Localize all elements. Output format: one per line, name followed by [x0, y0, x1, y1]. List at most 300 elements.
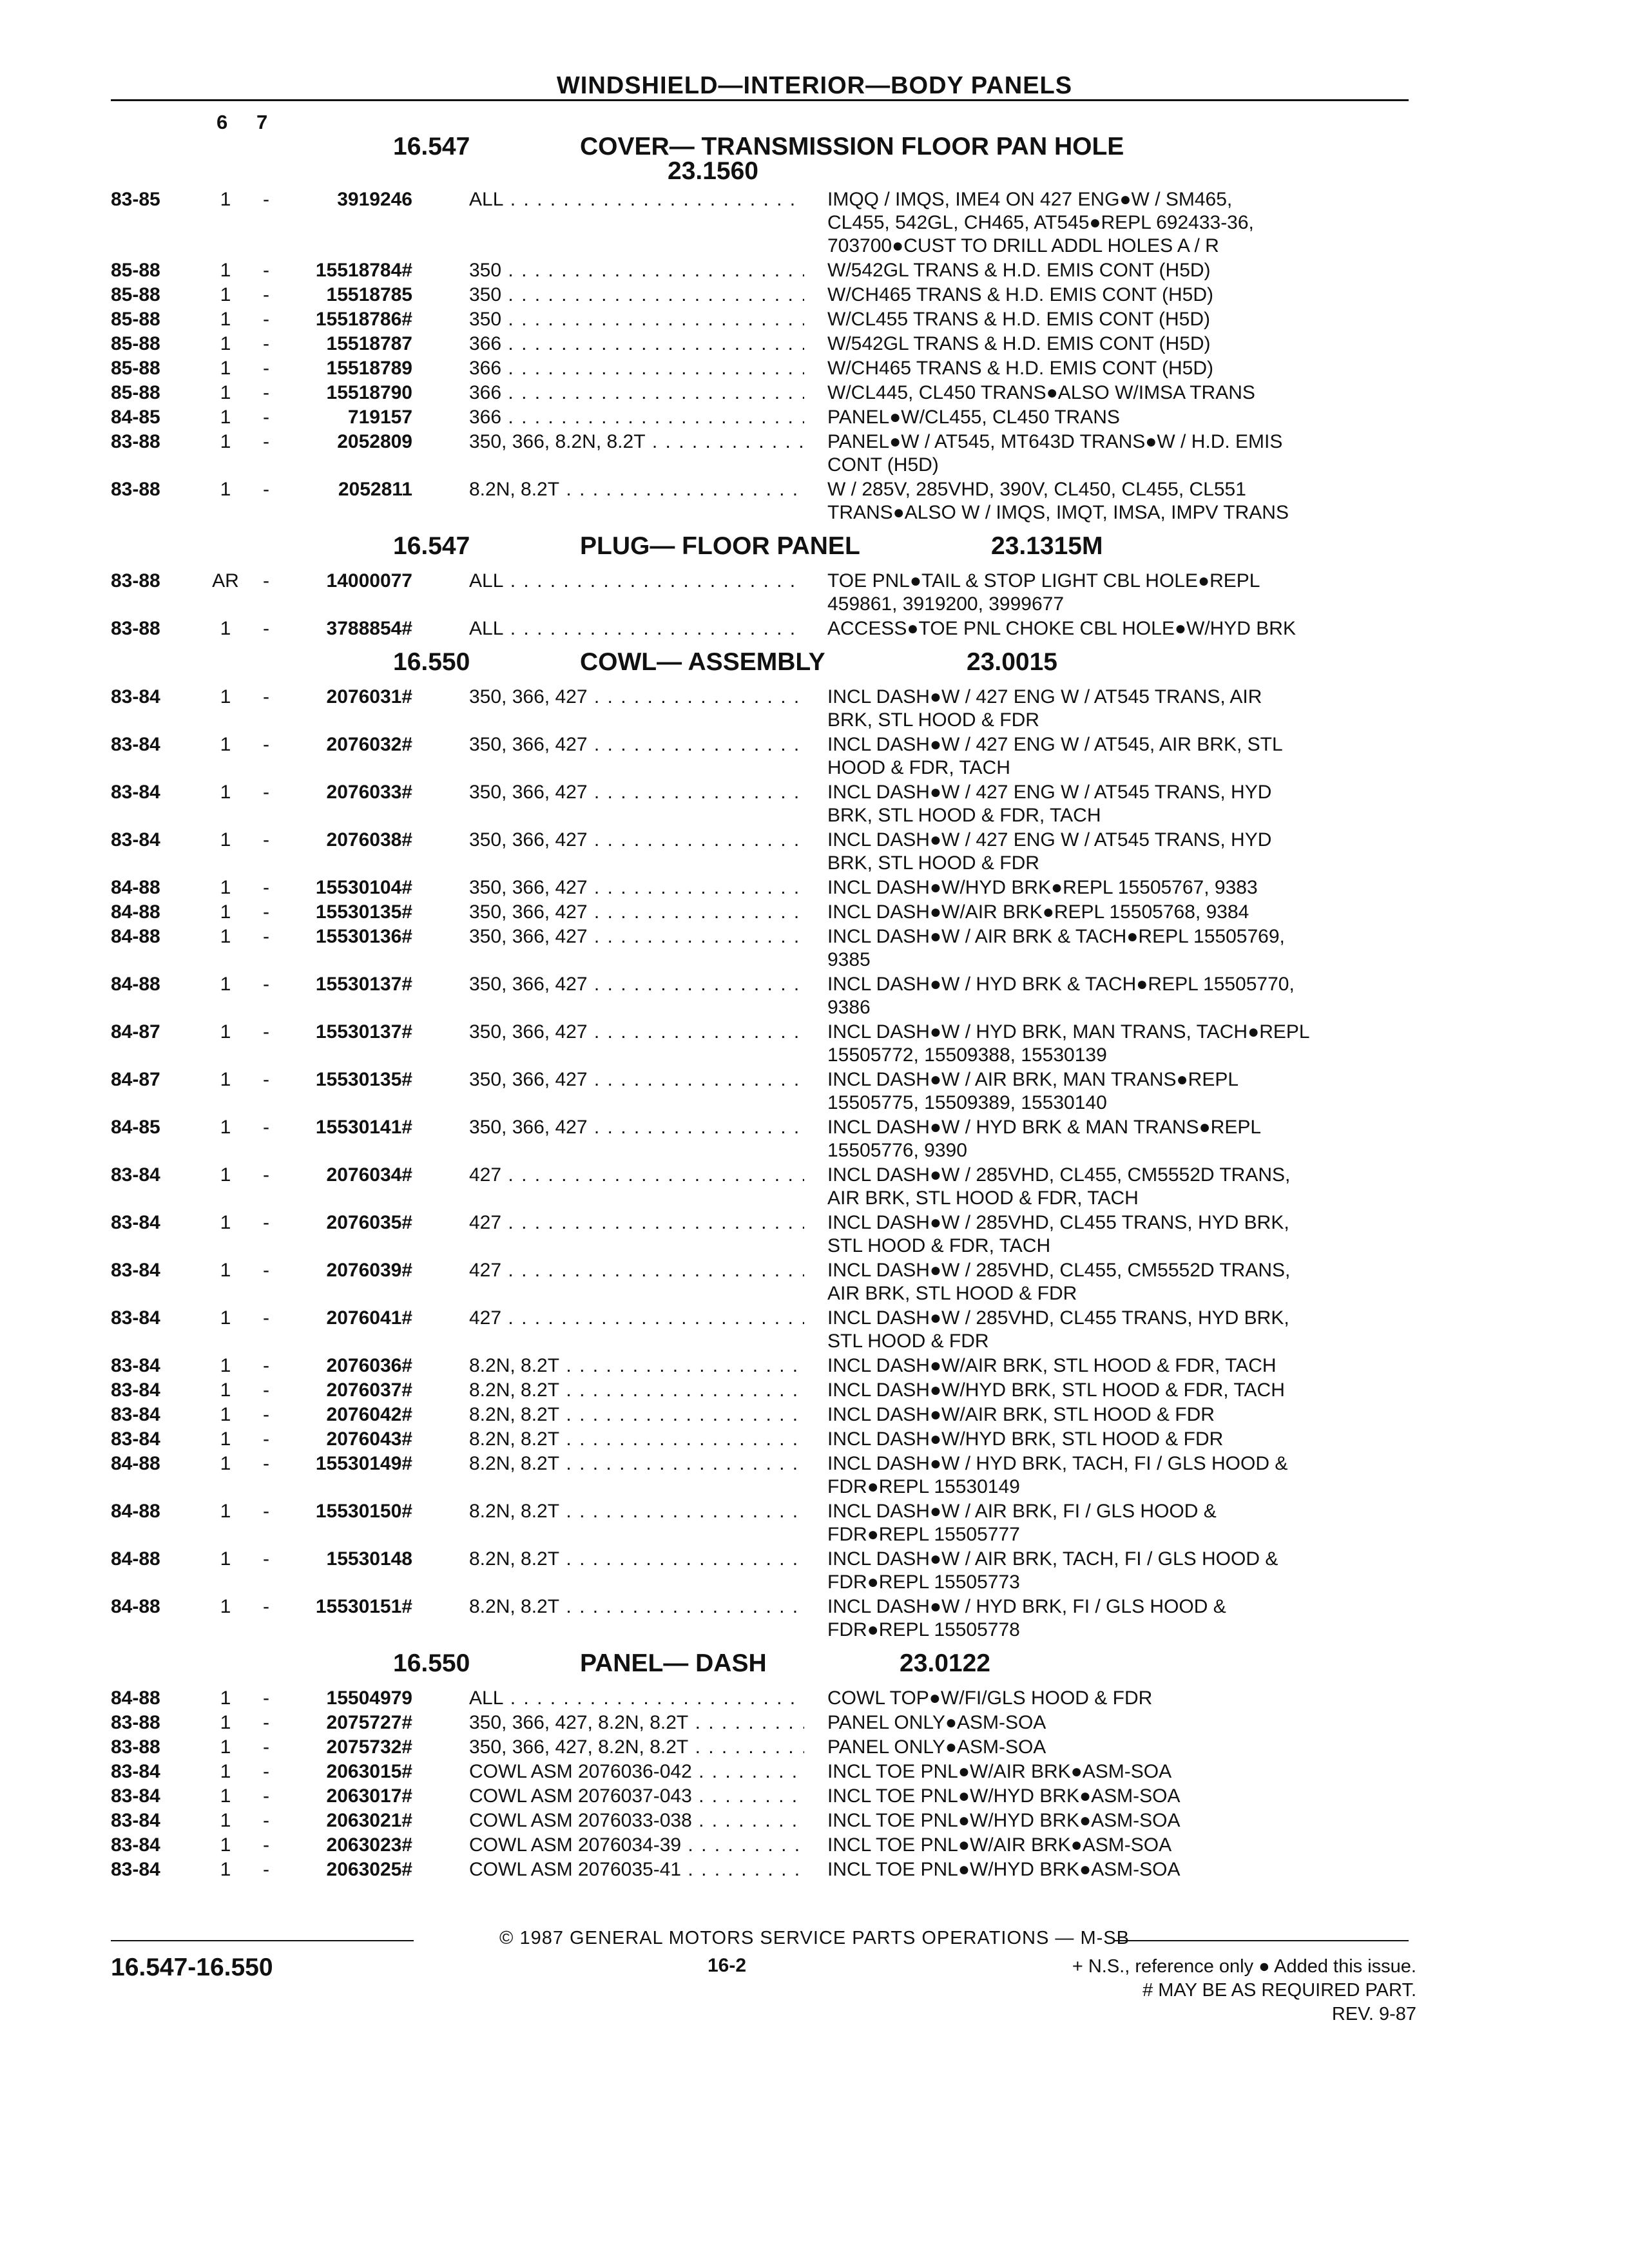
part-row — [0, 617, 1629, 640]
part-number: 2076033# — [326, 782, 412, 803]
part-description: W/CL455 TRANS & H.D. EMIS CONT (H5D) — [827, 309, 1210, 330]
quantity: 1 — [220, 309, 231, 330]
model-years: 85-88 — [111, 333, 160, 354]
section-heading — [0, 1643, 1629, 1687]
column-dash: - — [263, 1428, 269, 1450]
engine-application: 8.2N, 8.2T . . . — [469, 1500, 804, 1523]
part-number: 2076042# — [326, 1404, 412, 1425]
part-row — [0, 1259, 1629, 1305]
quantity: 1 — [220, 1736, 231, 1758]
part-number: 2063017# — [326, 1785, 412, 1807]
column-dash: - — [263, 1761, 269, 1782]
part-row — [0, 1116, 1629, 1162]
model-years: 83-84 — [111, 1355, 160, 1376]
column-dash: - — [263, 877, 269, 898]
quantity: 1 — [220, 1355, 231, 1376]
quantity: 1 — [220, 974, 231, 995]
footer-page-number: 16-2 — [708, 1955, 747, 1976]
model-years: 83-88 — [111, 431, 160, 452]
column-dash: - — [263, 431, 269, 452]
column-dash: - — [263, 284, 269, 305]
part-description: INCL TOE PNL●W/AIR BRK●ASM-SOA — [827, 1761, 1172, 1782]
part-row — [0, 284, 1629, 307]
model-years: 83-84 — [111, 1428, 160, 1450]
part-number: 15518790 — [326, 382, 412, 403]
part-number: 2076043# — [326, 1428, 412, 1450]
part-row — [0, 1785, 1629, 1808]
part-number: 2063023# — [326, 1834, 412, 1856]
quantity: 1 — [220, 1712, 231, 1733]
part-row — [0, 1858, 1629, 1881]
part-row — [0, 1736, 1629, 1759]
column-dash: - — [263, 382, 269, 403]
part-number: 3788854# — [326, 618, 412, 639]
column-dash: - — [263, 1260, 269, 1281]
part-description: COWL TOP●W/FI/GLS HOOD & FDR — [827, 1687, 1153, 1709]
engine-application: COWL ASM 2076036-042 . . . — [469, 1760, 804, 1783]
engine-application: 350, 366, 427 . . . — [469, 1068, 804, 1091]
model-years: 83-84 — [111, 1834, 160, 1856]
engine-application: 366 . . . — [469, 332, 804, 356]
engine-application: 366 . . . — [469, 357, 804, 380]
model-years: 83-84 — [111, 1761, 160, 1782]
column-dash: - — [263, 1596, 269, 1617]
column-dash: - — [263, 1687, 269, 1709]
footer-group-range: 16.547-16.550 — [111, 1954, 273, 1981]
part-row — [0, 308, 1629, 331]
engine-application: 366 . . . — [469, 406, 804, 429]
part-row — [0, 430, 1629, 477]
part-description: TOE PNL●TAIL & STOP LIGHT CBL HOLE●REPL 459861, 3919200, 3999677 — [827, 570, 1260, 615]
part-description: INCL DASH●W/HYD BRK, STL HOOD & FDR — [827, 1428, 1224, 1450]
quantity: 1 — [220, 618, 231, 639]
section-code: 23.0015 — [967, 648, 1057, 676]
quantity: 1 — [220, 431, 231, 452]
part-number: 3919246 — [337, 189, 412, 210]
column-dash: - — [263, 974, 269, 995]
engine-application: 350, 366, 427 . . . — [469, 686, 804, 709]
engine-application: ALL . . . — [469, 617, 804, 640]
part-description: INCL TOE PNL●W/HYD BRK●ASM-SOA — [827, 1859, 1181, 1880]
model-years: 83-88 — [111, 1736, 160, 1758]
part-description: INCL DASH●W / HYD BRK, MAN TRANS, TACH●REPL 15505772, 15509388, 15530139 — [827, 1021, 1310, 1066]
page-title: WINDSHIELD—INTERIOR—BODY PANELS — [556, 72, 1073, 99]
part-description: INCL DASH●W / 427 ENG W / AT545 TRANS, HYD BRK, STL HOOD & FDR, TACH — [827, 782, 1272, 826]
quantity: 1 — [220, 1548, 231, 1570]
quantity: 1 — [220, 333, 231, 354]
column-dash: - — [263, 618, 269, 639]
part-description: INCL TOE PNL●W/HYD BRK●ASM-SOA — [827, 1810, 1181, 1831]
footer-copyright: © 1987 GENERAL MOTORS SERVICE PARTS OPERATIONS — M-SB — [499, 1928, 1130, 1948]
part-row — [0, 1834, 1629, 1857]
engine-application: 8.2N, 8.2T . . . — [469, 1548, 804, 1571]
column-dash: - — [263, 1810, 269, 1831]
quantity: 1 — [220, 1453, 231, 1474]
column-dash: - — [263, 1859, 269, 1880]
section-group-number: 16.550 — [393, 648, 470, 676]
part-number: 2052809 — [337, 431, 412, 452]
quantity: 1 — [220, 1810, 231, 1831]
part-number: 15530148 — [326, 1548, 412, 1570]
column-dash: - — [263, 1736, 269, 1758]
section-group-number: 16.547 — [393, 532, 470, 560]
section-part-name: COVER— TRANSMISSION FLOOR PAN HOLE — [580, 133, 1124, 160]
part-row — [0, 332, 1629, 356]
section-part-name: COWL— ASSEMBLY — [580, 648, 825, 676]
part-number: 15530151# — [315, 1596, 412, 1617]
part-number: 15518786# — [315, 309, 412, 330]
model-years: 83-84 — [111, 1404, 160, 1425]
model-years: 85-88 — [111, 382, 160, 403]
part-row — [0, 1760, 1629, 1783]
quantity: 1 — [220, 1859, 231, 1880]
quantity: 1 — [220, 926, 231, 947]
part-row — [0, 1354, 1629, 1378]
column-dash: - — [263, 686, 269, 707]
part-row — [0, 188, 1629, 258]
part-description: INCL DASH●W / AIR BRK, MAN TRANS●REPL 15505775, 15509389, 15530140 — [827, 1069, 1239, 1113]
footer-legend — [1072, 1955, 1416, 2026]
column-dash: - — [263, 1117, 269, 1138]
part-number: 2076035# — [326, 1212, 412, 1233]
engine-application: 350, 366, 427 . . . — [469, 973, 804, 996]
part-description: INCL DASH●W / AIR BRK, TACH, FI / GLS HOOD & FDR●REPL 15505773 — [827, 1548, 1278, 1593]
quantity: 1 — [220, 877, 231, 898]
model-years: 84-88 — [111, 1453, 160, 1474]
part-number: 2075732# — [326, 1736, 412, 1758]
model-years: 84-85 — [111, 1117, 160, 1138]
part-row — [0, 1307, 1629, 1353]
engine-application: COWL ASM 2076037-043 . . . — [469, 1785, 804, 1808]
column-dash: - — [263, 1021, 269, 1043]
column-dash: - — [263, 1785, 269, 1807]
quantity: AR — [212, 570, 239, 591]
part-description: INCL DASH●W/AIR BRK, STL HOOD & FDR, TACH — [827, 1355, 1277, 1376]
quantity: 1 — [220, 407, 231, 428]
quantity: 1 — [220, 1501, 231, 1522]
engine-application: 350, 366, 427, 8.2N, 8.2T . . . — [469, 1711, 804, 1735]
part-row — [0, 1452, 1629, 1499]
part-number: 2063025# — [326, 1859, 412, 1880]
column-dash: - — [263, 829, 269, 850]
part-number: 15530135# — [315, 1069, 412, 1090]
engine-application: 8.2N, 8.2T . . . — [469, 1354, 804, 1378]
column-number-6: 6 — [217, 111, 228, 133]
column-dash: - — [263, 782, 269, 803]
part-number: 2076039# — [326, 1260, 412, 1281]
engine-application: 8.2N, 8.2T . . . — [469, 1428, 804, 1451]
part-description: INCL DASH●W/HYD BRK, STL HOOD & FDR, TACH — [827, 1379, 1285, 1401]
part-number: 15518787 — [326, 333, 412, 354]
model-years: 84-87 — [111, 1069, 160, 1090]
model-years: 83-88 — [111, 1712, 160, 1733]
part-number: 15530135# — [315, 901, 412, 923]
model-years: 83-84 — [111, 1859, 160, 1880]
part-description: INCL DASH●W / 285VHD, CL455 TRANS, HYD BRK, STL HOOD & FDR, TACH — [827, 1212, 1289, 1256]
model-years: 83-84 — [111, 1212, 160, 1233]
engine-application: 8.2N, 8.2T . . . — [469, 1403, 804, 1427]
part-description: INCL DASH●W / HYD BRK & MAN TRANS●REPL 15505776, 9390 — [827, 1117, 1262, 1161]
quantity: 1 — [220, 686, 231, 707]
part-row — [0, 406, 1629, 429]
quantity: 1 — [220, 1307, 231, 1329]
section-code: 23.0122 — [900, 1649, 990, 1677]
part-row — [0, 686, 1629, 732]
model-years: 84-85 — [111, 407, 160, 428]
engine-application: ALL . . . — [469, 570, 804, 593]
quantity: 1 — [220, 358, 231, 379]
engine-application: 350 . . . — [469, 284, 804, 307]
column-dash: - — [263, 1404, 269, 1425]
part-number: 2063015# — [326, 1761, 412, 1782]
part-description: INCL DASH●W/HYD BRK●REPL 15505767, 9383 — [827, 877, 1258, 898]
engine-application: 350, 366, 427 . . . — [469, 781, 804, 804]
quantity: 1 — [220, 782, 231, 803]
parts-list — [0, 126, 1629, 1883]
part-number: 2076037# — [326, 1379, 412, 1401]
column-dash: - — [263, 1164, 269, 1186]
part-row — [0, 829, 1629, 875]
part-description: W/CH465 TRANS & H.D. EMIS CONT (H5D) — [827, 358, 1213, 379]
model-years: 85-88 — [111, 358, 160, 379]
engine-application: 350 . . . — [469, 259, 804, 282]
model-years: 84-88 — [111, 877, 160, 898]
section-group-number: 16.547 — [393, 133, 470, 160]
model-years: 83-84 — [111, 829, 160, 850]
engine-application: 8.2N, 8.2T . . . — [469, 1379, 804, 1402]
part-row — [0, 876, 1629, 899]
part-description: INCL DASH●W / 427 ENG W / AT545 TRANS, AIR BRK, STL HOOD & FDR — [827, 686, 1262, 731]
part-number: 2075727# — [326, 1712, 412, 1733]
quantity: 1 — [220, 1069, 231, 1090]
part-description: INCL DASH●W / 427 ENG W / AT545, AIR BRK, STL HOOD & FDR, TACH — [827, 734, 1283, 778]
model-years: 83-84 — [111, 1785, 160, 1807]
part-description: INCL DASH●W / HYD BRK, FI / GLS HOOD & FDR●REPL 15505778 — [827, 1596, 1226, 1640]
part-row — [0, 478, 1629, 524]
part-description: W/CL445, CL450 TRANS●ALSO W/IMSA TRANS — [827, 382, 1255, 403]
column-dash: - — [263, 309, 269, 330]
quantity: 1 — [220, 734, 231, 755]
part-number: 15504979 — [326, 1687, 412, 1709]
part-description: INCL DASH●W / HYD BRK, TACH, FI / GLS HOOD & FDR●REPL 15530149 — [827, 1453, 1288, 1497]
engine-application: 350 . . . — [469, 308, 804, 331]
footer-note-as-required: # MAY BE AS REQUIRED PART. — [1142, 1980, 1416, 2001]
column-dash: - — [263, 1212, 269, 1233]
column-dash: - — [263, 358, 269, 379]
part-number: 2076031# — [326, 686, 412, 707]
part-row — [0, 1211, 1629, 1258]
model-years: 83-84 — [111, 782, 160, 803]
quantity: 1 — [220, 1164, 231, 1186]
engine-application: COWL ASM 2076033-038 . . . — [469, 1809, 804, 1832]
section-heading — [0, 642, 1629, 686]
engine-application: 350, 366, 427 . . . — [469, 925, 804, 948]
quantity: 1 — [220, 1761, 231, 1782]
model-years: 85-88 — [111, 260, 160, 281]
section-part-name: PLUG— FLOOR PANEL — [580, 532, 860, 560]
column-dash: - — [263, 1355, 269, 1376]
quantity: 1 — [220, 260, 231, 281]
part-description: PANEL ONLY●ASM-SOA — [827, 1712, 1046, 1733]
part-number: 15530137# — [315, 974, 412, 995]
part-description: INCL DASH●W / 285VHD, CL455, CM5552D TRANS, AIR BRK, STL HOOD & FDR, TACH — [827, 1164, 1291, 1209]
part-description: INCL TOE PNL●W/HYD BRK●ASM-SOA — [827, 1785, 1181, 1807]
column-dash: - — [263, 260, 269, 281]
part-row — [0, 1595, 1629, 1642]
part-number: 15530150# — [315, 1501, 412, 1522]
footer-note-revision: REV. 9-87 — [1331, 2004, 1416, 2024]
quantity: 1 — [220, 479, 231, 500]
model-years: 84-88 — [111, 1687, 160, 1709]
model-years: 83-88 — [111, 618, 160, 639]
engine-application: COWL ASM 2076035-41 . . . — [469, 1858, 804, 1881]
quantity: 1 — [220, 901, 231, 923]
column-number-7: 7 — [256, 111, 268, 133]
part-number: 2063021# — [326, 1810, 412, 1831]
part-number: 2076034# — [326, 1164, 412, 1186]
model-years: 83-84 — [111, 1307, 160, 1329]
part-row — [0, 1068, 1629, 1115]
part-number: 15530136# — [315, 926, 412, 947]
engine-application: 8.2N, 8.2T . . . — [469, 1595, 804, 1619]
quantity: 1 — [220, 189, 231, 210]
model-years: 85-88 — [111, 309, 160, 330]
section-heading — [0, 526, 1629, 570]
part-description: INCL TOE PNL●W/AIR BRK●ASM-SOA — [827, 1834, 1172, 1856]
engine-application: 427 . . . — [469, 1259, 804, 1282]
part-description: W/CH465 TRANS & H.D. EMIS CONT (H5D) — [827, 284, 1213, 305]
part-row — [0, 357, 1629, 380]
model-years: 83-84 — [111, 1260, 160, 1281]
part-row — [0, 259, 1629, 282]
engine-application: 427 . . . — [469, 1307, 804, 1330]
part-number: 719157 — [347, 407, 412, 428]
column-dash: - — [263, 333, 269, 354]
part-row — [0, 1379, 1629, 1402]
part-description: PANEL●W / AT545, MT643D TRANS●W / H.D. EMIS CONT (H5D) — [827, 431, 1283, 476]
section-code: 23.1560 — [668, 157, 758, 185]
part-description: INCL DASH●W / 285VHD, CL455, CM5552D TRANS, AIR BRK, STL HOOD & FDR — [827, 1260, 1291, 1304]
part-row — [0, 733, 1629, 780]
model-years: 84-88 — [111, 1596, 160, 1617]
model-years: 85-88 — [111, 284, 160, 305]
quantity: 1 — [220, 1260, 231, 1281]
quantity: 1 — [220, 1117, 231, 1138]
column-dash: - — [263, 570, 269, 591]
part-row — [0, 1548, 1629, 1594]
engine-application: ALL . . . — [469, 188, 804, 211]
engine-application: ALL . . . — [469, 1687, 804, 1710]
model-years: 84-88 — [111, 974, 160, 995]
engine-application: 350, 366, 427 . . . — [469, 876, 804, 899]
model-years: 83-84 — [111, 1379, 160, 1401]
part-description: INCL DASH●W/AIR BRK●REPL 15505768, 9384 — [827, 901, 1249, 923]
part-number: 15530141# — [315, 1117, 412, 1138]
part-row — [0, 1809, 1629, 1832]
section-code: 23.1315M — [991, 532, 1103, 560]
quantity: 1 — [220, 1834, 231, 1856]
quantity: 1 — [220, 382, 231, 403]
model-years: 83-85 — [111, 189, 160, 210]
part-row — [0, 1021, 1629, 1067]
part-description: W / 285V, 285VHD, 390V, CL450, CL455, CL551 TRANS●ALSO W / IMQS, IMQT, IMSA, IMPV TRANS — [827, 479, 1289, 523]
part-row — [0, 1711, 1629, 1735]
engine-application: 350, 366, 427 . . . — [469, 829, 804, 852]
model-years: 83-88 — [111, 570, 160, 591]
engine-application: 350, 366, 8.2N, 8.2T . . . — [469, 430, 804, 454]
footer-note-reference: + N.S., reference only ● Added this issue. — [1072, 1956, 1416, 1977]
column-dash: - — [263, 1712, 269, 1733]
part-number: 2076041# — [326, 1307, 412, 1329]
part-description: PANEL ONLY●ASM-SOA — [827, 1736, 1046, 1758]
part-row — [0, 1428, 1629, 1451]
quantity: 1 — [220, 284, 231, 305]
part-description: INCL DASH●W / AIR BRK, FI / GLS HOOD & FDR●REPL 15505777 — [827, 1501, 1217, 1545]
header-rule — [111, 99, 1409, 101]
model-years: 84-88 — [111, 926, 160, 947]
column-dash: - — [263, 479, 269, 500]
part-description: INCL DASH●W/AIR BRK, STL HOOD & FDR — [827, 1404, 1215, 1425]
column-dash: - — [263, 1379, 269, 1401]
part-row — [0, 1403, 1629, 1427]
column-dash: - — [263, 1501, 269, 1522]
part-description: W/542GL TRANS & H.D. EMIS CONT (H5D) — [827, 333, 1211, 354]
engine-application: COWL ASM 2076034-39 . . . — [469, 1834, 804, 1857]
quantity: 1 — [220, 1785, 231, 1807]
part-description: INCL DASH●W / AIR BRK & TACH●REPL 15505769, 9385 — [827, 926, 1285, 970]
part-description: ACCESS●TOE PNL CHOKE CBL HOLE●W/HYD BRK — [827, 618, 1296, 639]
column-dash: - — [263, 407, 269, 428]
part-number: 14000077 — [326, 570, 412, 591]
part-description: IMQQ / IMQS, IME4 ON 427 ENG●W / SM465, CL455, 542GL, CH465, AT545●REPL 692433-36, 703700●CUST TO DRILL ADDL HOLES A / R — [827, 189, 1254, 256]
model-years: 83-84 — [111, 734, 160, 755]
quantity: 1 — [220, 1404, 231, 1425]
engine-application: 350, 366, 427 . . . — [469, 1021, 804, 1044]
part-number: 15518789 — [326, 358, 412, 379]
column-dash: - — [263, 1453, 269, 1474]
model-years: 83-84 — [111, 686, 160, 707]
quantity: 1 — [220, 1212, 231, 1233]
column-dash: - — [263, 1548, 269, 1570]
engine-application: 427 . . . — [469, 1211, 804, 1235]
part-row — [0, 973, 1629, 1019]
column-dash: - — [263, 189, 269, 210]
part-number: 15518784# — [315, 260, 412, 281]
part-number: 2076036# — [326, 1355, 412, 1376]
part-row — [0, 781, 1629, 827]
column-dash: - — [263, 1834, 269, 1856]
part-number: 15530104# — [315, 877, 412, 898]
part-row — [0, 381, 1629, 405]
section-group-number: 16.550 — [393, 1649, 470, 1677]
part-row — [0, 901, 1629, 924]
part-number: 2052811 — [338, 479, 412, 500]
section-heading — [0, 126, 1629, 188]
quantity: 1 — [220, 829, 231, 850]
column-dash: - — [263, 901, 269, 923]
model-years: 84-88 — [111, 1501, 160, 1522]
engine-application: 350, 366, 427 . . . — [469, 901, 804, 924]
engine-application: 8.2N, 8.2T . . . — [469, 1452, 804, 1475]
quantity: 1 — [220, 1687, 231, 1709]
model-years: 83-84 — [111, 1810, 160, 1831]
part-description: INCL DASH●W / 285VHD, CL455 TRANS, HYD BRK, STL HOOD & FDR — [827, 1307, 1289, 1352]
engine-application: 350, 366, 427 . . . — [469, 1116, 804, 1139]
engine-application: 350, 366, 427, 8.2N, 8.2T . . . — [469, 1736, 804, 1759]
quantity: 1 — [220, 1021, 231, 1043]
part-description: PANEL●W/CL455, CL450 TRANS — [827, 407, 1120, 428]
part-row — [0, 1164, 1629, 1210]
